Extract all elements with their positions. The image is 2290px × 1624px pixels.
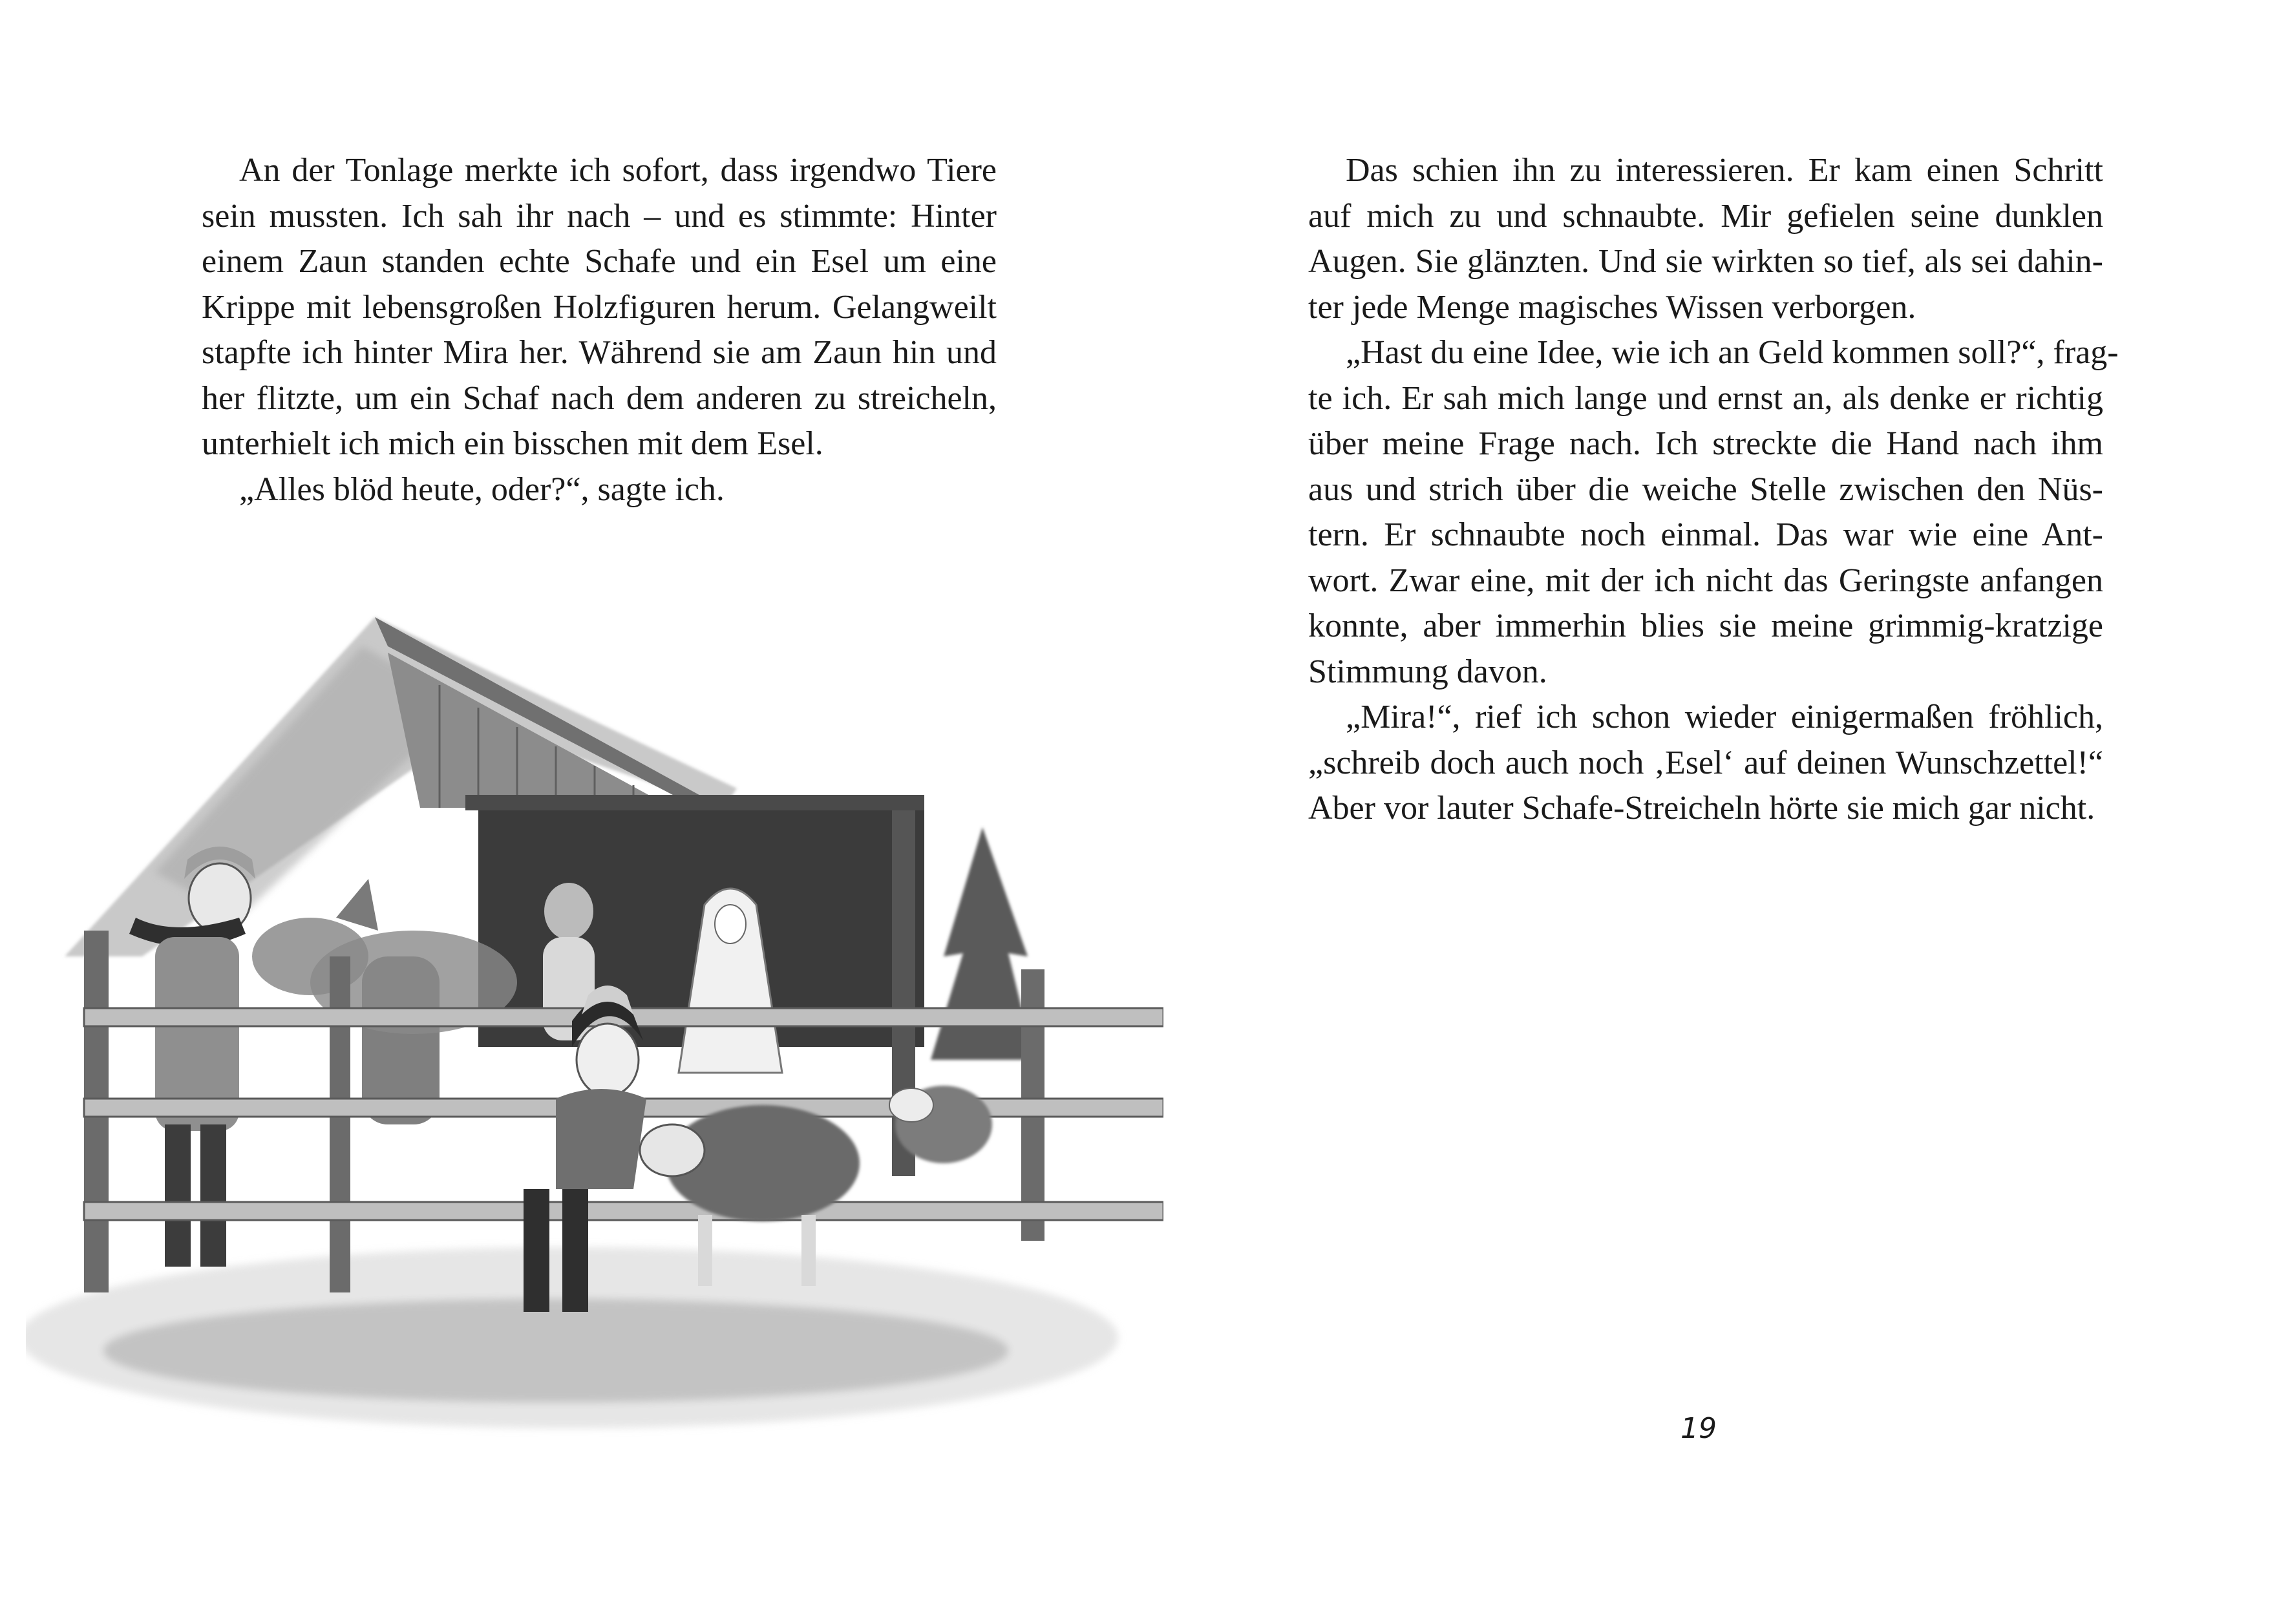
paragraph xyxy=(1308,330,2119,695)
figure-joseph-head xyxy=(544,883,593,940)
text-line: ter jede Menge magisches Wissen verborgen. xyxy=(1308,288,1916,326)
text-line: aus und strich über die weiche Stelle zwischen den Nüs- xyxy=(1308,470,2103,508)
right-page-text xyxy=(1308,148,2119,832)
text-line: Augen. Sie glänzten. Und sie wirkten so tief, als sei dahin- xyxy=(1308,243,2103,280)
text-line: unterhielt ich mich ein bisschen mit dem Esel. xyxy=(202,425,823,462)
text-line: her flitzte, um ein Schaf nach dem anderen zu streicheln, xyxy=(202,379,997,417)
left-page-text xyxy=(202,148,997,512)
text-line: „Hast du eine Idee, wie ich an Geld kommen soll?“, frag- xyxy=(1346,334,2119,371)
stable-beam xyxy=(465,795,924,810)
paragraph xyxy=(1308,148,2103,330)
text-line: An der Tonlage merkte ich sofort, dass irgendwo Tiere xyxy=(239,152,997,189)
paragraph xyxy=(1308,695,2103,832)
text-line: stapfte ich hinter Mira her. Während sie am Zaun hin und xyxy=(202,334,997,371)
text-line: auf mich zu und schnaubte. Mir gefielen seine dunklen xyxy=(1308,197,2103,235)
donkey xyxy=(252,879,517,1124)
text-line: te ich. Er sah mich lange und ernst an, als denke er richtig xyxy=(1308,379,2103,417)
text-line: konnte, aber immerhin blies sie meine grimmig-kratzige xyxy=(1308,607,2103,644)
illustration-nativity-farm xyxy=(26,595,1163,1512)
text-line: tern. Er schnaubte noch einmal. Das war wie eine Ant- xyxy=(1308,516,2103,553)
text-line: Stimmung davon. xyxy=(1308,653,1547,690)
stable-gable-boards xyxy=(388,653,672,808)
text-line: „schreib doch auch noch ‚Esel‘ auf deinen Wunschzettel!“ xyxy=(1308,744,2103,781)
mary-face xyxy=(715,905,746,944)
text-line: Krippe mit lebensgroßen Holzfiguren herum. Gelangweilt xyxy=(202,288,997,326)
text-line: einem Zaun standen echte Schafe und ein Esel um eine xyxy=(202,243,997,280)
ground-shadow xyxy=(103,1299,1008,1402)
text-line: über meine Frage nach. Ich streckte die Hand nach ihm xyxy=(1308,425,2103,462)
page-number: 19 xyxy=(1680,1412,1717,1445)
text-line: „Alles blöd heute, oder?“, sagte ich. xyxy=(239,470,725,508)
paragraph xyxy=(202,467,997,513)
text-line: wort. Zwar eine, mit der ich nicht das Geringste anfangen xyxy=(1308,562,2103,599)
text-line: sein mussten. Ich sah ihr nach – und es stimmte: Hinter xyxy=(202,197,997,235)
text-line: Das schien ihn zu interessieren. Er kam einen Schritt xyxy=(1346,152,2103,189)
text-line: „Mira!“, rief ich schon wieder einigermaßen fröhlich, xyxy=(1346,699,2103,735)
paragraph xyxy=(202,148,997,467)
text-line: Aber vor lauter Schafe-Streicheln hörte sie mich gar nicht. xyxy=(1308,790,2095,827)
